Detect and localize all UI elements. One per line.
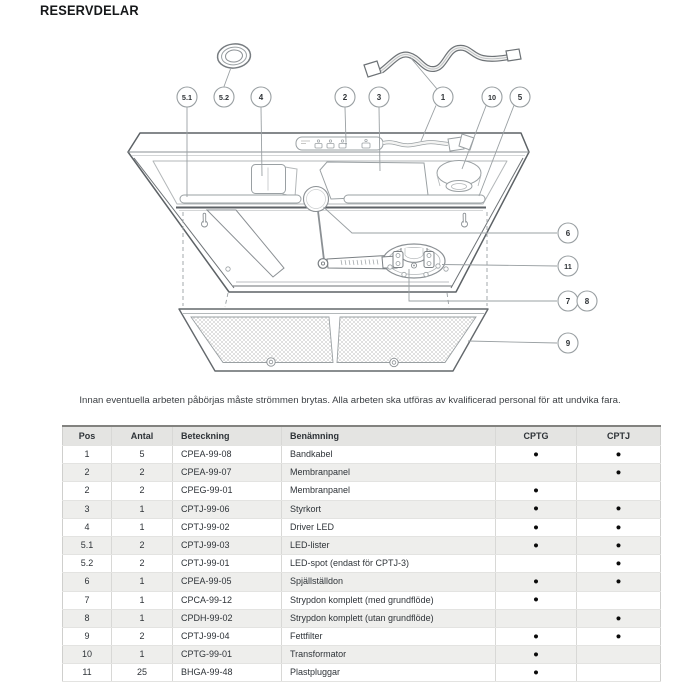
beteckning-cell: CPEA-99-08 bbox=[173, 446, 282, 464]
cptg-cell: ● bbox=[496, 536, 577, 554]
svg-text:5.2: 5.2 bbox=[218, 93, 230, 102]
beteckning-cell: CPDH-99-02 bbox=[173, 609, 282, 627]
cptj-cell bbox=[577, 664, 661, 682]
cptg-cell bbox=[496, 555, 577, 573]
beteckning-cell: BHGA-99-48 bbox=[173, 664, 282, 682]
pos-cell: 5.2 bbox=[63, 555, 112, 573]
cptj-cell: ● bbox=[577, 609, 661, 627]
driver-led-part bbox=[252, 165, 298, 198]
cptg-cell: ● bbox=[496, 518, 577, 536]
benamning-cell: Styrkort bbox=[282, 500, 496, 518]
benamning-cell: Membranpanel bbox=[282, 464, 496, 482]
antal-cell: 1 bbox=[112, 591, 173, 609]
pos-cell: 8 bbox=[63, 609, 112, 627]
cptj-cell: ● bbox=[577, 446, 661, 464]
cptj-cell bbox=[577, 482, 661, 500]
pos-cell: 7 bbox=[63, 591, 112, 609]
table-row bbox=[63, 482, 661, 500]
cptj-cell bbox=[577, 591, 661, 609]
column-header-cptg: CPTG bbox=[496, 426, 577, 446]
benamning-cell: Fettfilter bbox=[282, 627, 496, 645]
svg-text:6: 6 bbox=[565, 229, 571, 238]
callout-5.2 bbox=[214, 87, 234, 107]
led-list-right bbox=[344, 195, 485, 203]
benamning-cell: Transformator bbox=[282, 646, 496, 664]
svg-text:3: 3 bbox=[376, 93, 382, 102]
callout-5.1 bbox=[177, 87, 197, 107]
column-header-cptj: CPTJ bbox=[577, 426, 661, 446]
svg-text:10: 10 bbox=[487, 93, 497, 102]
beteckning-cell: CPTJ-99-02 bbox=[173, 518, 282, 536]
svg-text:8: 8 bbox=[584, 297, 590, 306]
ribbon-cable-part bbox=[364, 48, 521, 77]
antal-cell: 1 bbox=[112, 500, 173, 518]
antal-cell: 2 bbox=[112, 627, 173, 645]
cptg-cell: ● bbox=[496, 591, 577, 609]
pos-cell: 3 bbox=[63, 500, 112, 518]
table-row bbox=[63, 573, 661, 591]
column-header-ben-mning: Benämning bbox=[282, 426, 496, 446]
pos-cell: 9 bbox=[63, 627, 112, 645]
beteckning-cell: CPTG-99-01 bbox=[173, 646, 282, 664]
callout-9 bbox=[558, 333, 578, 353]
pos-cell: 1 bbox=[63, 446, 112, 464]
callout-5 bbox=[510, 87, 530, 107]
cptj-cell: ● bbox=[577, 573, 661, 591]
cptg-cell: ● bbox=[496, 500, 577, 518]
benamning-cell: Plastpluggar bbox=[282, 664, 496, 682]
callout-11 bbox=[558, 256, 578, 276]
antal-cell: 5 bbox=[112, 446, 173, 464]
antal-cell: 2 bbox=[112, 536, 173, 554]
antal-cell: 25 bbox=[112, 664, 173, 682]
column-header-antal: Antal bbox=[112, 426, 173, 446]
table-row bbox=[63, 464, 661, 482]
cptj-cell: ● bbox=[577, 500, 661, 518]
cptg-cell: ● bbox=[496, 482, 577, 500]
control-panel bbox=[296, 137, 383, 150]
svg-text:1: 1 bbox=[440, 93, 446, 102]
callout-2 bbox=[335, 87, 355, 107]
table-row bbox=[63, 646, 661, 664]
cptg-cell bbox=[496, 609, 577, 627]
pos-cell: 4 bbox=[63, 518, 112, 536]
cptj-cell: ● bbox=[577, 518, 661, 536]
antal-cell: 1 bbox=[112, 573, 173, 591]
column-header-pos: Pos bbox=[63, 426, 112, 446]
svg-text:2: 2 bbox=[342, 93, 348, 102]
parts-table-body bbox=[63, 446, 661, 682]
leader-dot bbox=[345, 143, 347, 145]
screw-hole bbox=[444, 267, 448, 271]
pos-cell: 5.1 bbox=[63, 536, 112, 554]
benamning-cell: LED-lister bbox=[282, 536, 496, 554]
cptg-cell: ● bbox=[496, 446, 577, 464]
benamning-cell: Membranpanel bbox=[282, 482, 496, 500]
cptj-cell: ● bbox=[577, 536, 661, 554]
callout-4 bbox=[251, 87, 271, 107]
column-header-beteckning: Beteckning bbox=[173, 426, 282, 446]
cptj-cell: ● bbox=[577, 464, 661, 482]
cptg-cell: ● bbox=[496, 627, 577, 645]
cptg-cell bbox=[496, 464, 577, 482]
hood-body bbox=[128, 133, 529, 292]
page-title: RESERVDELAR bbox=[40, 3, 139, 18]
cptj-cell bbox=[577, 646, 661, 664]
cptg-cell: ● bbox=[496, 573, 577, 591]
pos-cell: 2 bbox=[63, 482, 112, 500]
antal-cell: 1 bbox=[112, 518, 173, 536]
pos-cell: 10 bbox=[63, 646, 112, 664]
svg-text:4: 4 bbox=[258, 93, 264, 102]
benamning-cell: Strypdon komplett (med grundflöde) bbox=[282, 591, 496, 609]
pos-cell: 6 bbox=[63, 573, 112, 591]
table-row bbox=[63, 536, 661, 554]
beteckning-cell: CPTJ-99-01 bbox=[173, 555, 282, 573]
svg-text:11: 11 bbox=[564, 262, 572, 271]
benamning-cell: Driver LED bbox=[282, 518, 496, 536]
parts-table bbox=[62, 425, 661, 682]
benamning-cell: Spjällställdon bbox=[282, 573, 496, 591]
callout-3 bbox=[369, 87, 389, 107]
table-row bbox=[63, 609, 661, 627]
led-list-left bbox=[180, 195, 301, 203]
pos-cell: 2 bbox=[63, 464, 112, 482]
parts-table-header-row bbox=[63, 426, 661, 446]
table-row bbox=[63, 627, 661, 645]
svg-text:7: 7 bbox=[565, 297, 571, 306]
antal-cell: 2 bbox=[112, 464, 173, 482]
table-row bbox=[63, 500, 661, 518]
led-spot-part bbox=[216, 42, 251, 69]
beteckning-cell: CPCA-99-12 bbox=[173, 591, 282, 609]
cptj-cell: ● bbox=[577, 627, 661, 645]
beteckning-cell: CPTJ-99-06 bbox=[173, 500, 282, 518]
antal-cell: 1 bbox=[112, 646, 173, 664]
benamning-cell: Strypdon komplett (utan grundflöde) bbox=[282, 609, 496, 627]
cptj-cell: ● bbox=[577, 555, 661, 573]
callout-6 bbox=[558, 223, 578, 243]
callout-8 bbox=[577, 291, 597, 311]
svg-text:5: 5 bbox=[517, 93, 523, 102]
benamning-cell: Bandkabel bbox=[282, 446, 496, 464]
table-row bbox=[63, 591, 661, 609]
antal-cell: 2 bbox=[112, 482, 173, 500]
callout-7 bbox=[558, 291, 578, 311]
cptg-cell: ● bbox=[496, 646, 577, 664]
styrkort-part bbox=[320, 162, 428, 199]
beteckning-cell: CPTJ-99-03 bbox=[173, 536, 282, 554]
table-row bbox=[63, 446, 661, 464]
callout-10 bbox=[482, 87, 502, 107]
svg-text:5.1: 5.1 bbox=[181, 93, 193, 102]
table-row bbox=[63, 518, 661, 536]
cptg-cell: ● bbox=[496, 664, 577, 682]
beteckning-cell: CPEA-99-07 bbox=[173, 464, 282, 482]
benamning-cell: LED-spot (endast för CPTJ-3) bbox=[282, 555, 496, 573]
beteckning-cell: CPTJ-99-04 bbox=[173, 627, 282, 645]
safety-note: Innan eventuella arbeten påbörjas måste strömmen brytas. Alla arbeten ska utföras av kvalificerad personal för att undvika fara. bbox=[79, 395, 621, 406]
table-row bbox=[63, 555, 661, 573]
pos-cell: 11 bbox=[63, 664, 112, 682]
fettfilter-panel bbox=[179, 309, 488, 371]
beteckning-cell: CPEA-99-05 bbox=[173, 573, 282, 591]
antal-cell: 1 bbox=[112, 609, 173, 627]
screw-hole bbox=[226, 267, 230, 271]
table-row bbox=[63, 664, 661, 682]
beteckning-cell: CPEG-99-01 bbox=[173, 482, 282, 500]
antal-cell: 2 bbox=[112, 555, 173, 573]
svg-text:9: 9 bbox=[565, 339, 571, 348]
callout-1 bbox=[433, 87, 453, 107]
